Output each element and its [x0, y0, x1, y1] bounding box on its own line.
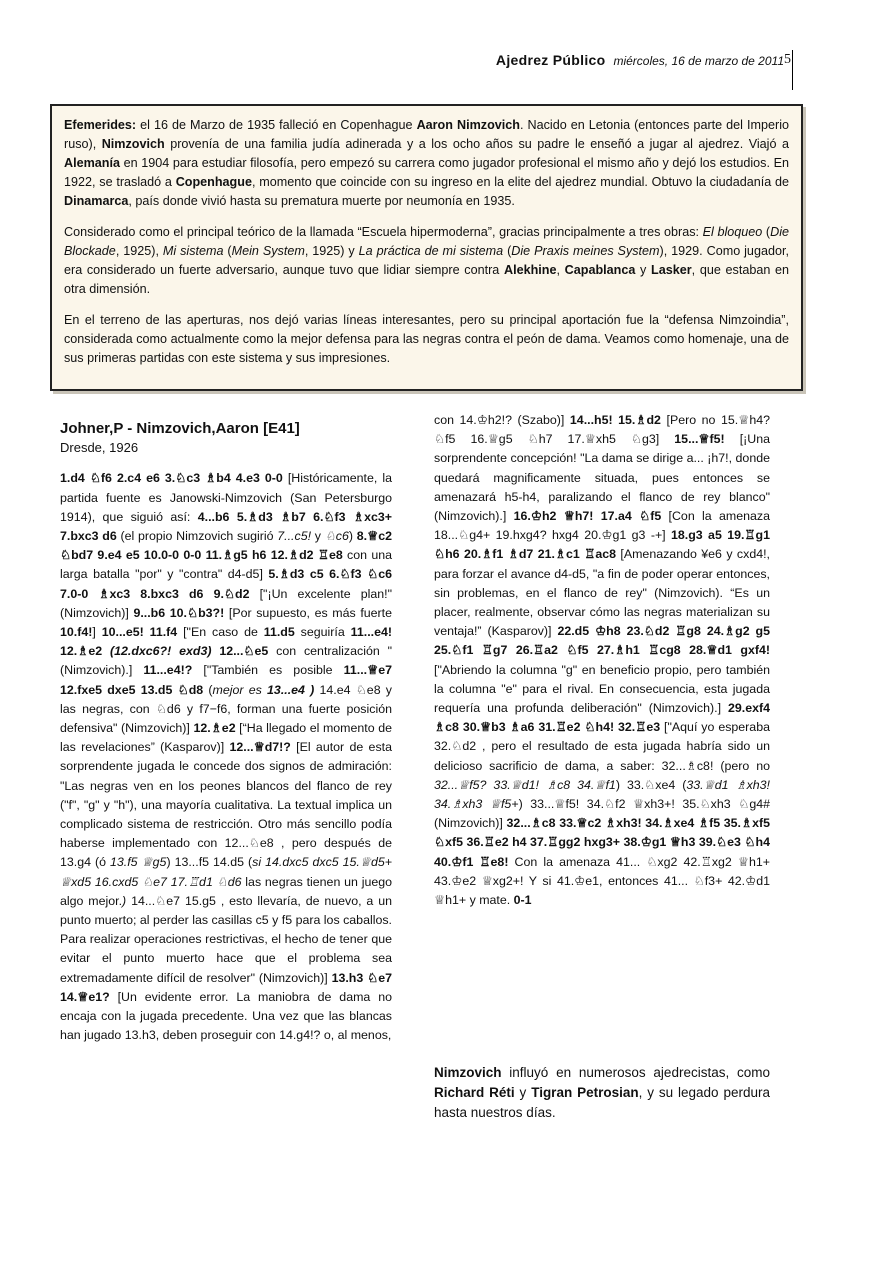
- text-run: [Pero no 15.♕h4? ♘f5 16.♕g5 ♘h7 17.♕xh5 ♘g3]: [434, 413, 770, 447]
- header-text: [496, 52, 792, 68]
- text-run: Lasker: [651, 263, 692, 277]
- game-title: Johner,P - Nimzovich,Aaron [E41]: [60, 420, 300, 437]
- text-run: 4...b6 5.♗d3 ♗b7 6.♘f3 ♗xc3+ 7.bxc3 d6: [60, 509, 392, 544]
- text-run: 32...♕f5? 33.♕d1! ♗c8 34.♕f1: [434, 777, 616, 792]
- ephemerides-paragraph-2: [64, 223, 789, 299]
- text-run: 14...h5! 15.♗d2: [569, 413, 661, 427]
- text-run: , país donde vivió hasta su prematura muerte por neumonía en 1935.: [128, 194, 515, 208]
- text-run: 10...e5! 11.f4: [101, 625, 178, 640]
- text-run: en 1904 para estudiar filosofía, pero empezó su carrera como jugador profesional el mismo año y dejó los estudios. En 1922, se trasladó a: [64, 156, 789, 189]
- text-run: Con la amenaza 41... ♘xg2 42.♖xg2 ♕h1+ 43.♔e2 ♕xg2+! Y si 41.♔e1, entonces 41... ♘f3+ 42.♔d1 ♕h1+ y mate.: [434, 854, 770, 908]
- text-run: el 16 de Marzo de 1935 falleció en Copenhague: [136, 118, 417, 132]
- text-run: (: [762, 225, 771, 239]
- game-moves-left: [60, 469, 392, 1045]
- text-run: seguiría: [294, 625, 351, 640]
- publication-title: Ajedrez Público: [495, 52, 606, 68]
- ephemerides-box: [50, 104, 803, 391]
- text-run: ) 33.♘xe4 (: [615, 777, 687, 792]
- text-run: (: [223, 244, 232, 258]
- text-run: Nimzovich: [101, 137, 165, 151]
- text-run: 1.d4 ♘f6 2.c4 e6 3.♘c3 ♗b4 4.e3 0-0: [60, 471, 283, 486]
- text-run: , 1925) y: [304, 244, 359, 258]
- text-run: Nimzovich: [434, 1065, 502, 1080]
- ephemerides-paragraph-3: [64, 311, 789, 368]
- text-run: [Por supuesto, es más fuerte: [224, 605, 393, 620]
- text-run: ): [348, 529, 357, 544]
- text-run: si: [252, 855, 262, 870]
- text-run: (: [503, 244, 512, 258]
- text-run: ♘c6: [324, 529, 349, 544]
- text-run: El bloqueo: [702, 225, 763, 239]
- text-run: ]: [92, 625, 102, 640]
- text-run: 15...♕f5!: [674, 432, 725, 447]
- text-run: y: [514, 1085, 532, 1100]
- text-run: (: [203, 682, 213, 697]
- game-location: Dresde, 1926: [60, 440, 139, 456]
- text-run: , que estaban en otra dimensión.: [64, 263, 790, 296]
- text-run: ): [122, 893, 127, 908]
- text-run: 10.f4!: [60, 625, 93, 640]
- text-run: Mi sistema: [162, 244, 224, 258]
- text-run: 13.f5 ♕g5: [110, 855, 167, 870]
- text-run: mejor es: [212, 682, 262, 697]
- text-run: La práctica de mi sistema: [358, 244, 504, 258]
- text-run: ) 33...♕f5! 34.♘f2 ♕xh3+! 35.♘xh3 ♘g4# (Nimzovich)]: [434, 797, 771, 831]
- text-run: ), 1929. Como jugador, era considerado un fuerte adversario, aunque tuvo que lidiar siempre contra: [64, 244, 789, 277]
- text-run: y: [635, 263, 652, 277]
- text-run: 7...c5!: [277, 529, 312, 544]
- text-run: Alekhine: [503, 263, 557, 277]
- text-run: 11...♕e7 12.fxe5 dxe5 13.d5 ♘d8: [60, 663, 392, 697]
- ephemerides-paragraph-1: [64, 116, 789, 211]
- page-number: 5: [784, 52, 791, 67]
- text-run: (12.dxc6?! exd3): [109, 644, 212, 659]
- text-run: 12...♘e5: [219, 644, 269, 659]
- text-run: 13.h3 ♘e7 14.♕e1?: [60, 970, 392, 1004]
- text-run: 14...♘e7 15.g5 , esto llevaría, de nuevo, a un punto muerto; al perder las casillas c5 y f5 para los caballos. Para realizar operaciones restrictivas, el hecho de tener que evitar el punto muerto hace que el problema sea extremadamente difícil de resolver" (Nimzovich)]: [60, 893, 392, 985]
- text-run: [Un evidente error. La maniobra de dama no encaja con la jugada precedente. Una vez que las blancas han jugado 13.h3, deben proseguir con 14.g4!? o, al menos,: [60, 989, 392, 1043]
- text-run: Richard Réti: [434, 1085, 515, 1100]
- text-run: con una larga batalla "por" y "contra" d4-d5]: [60, 548, 392, 582]
- text-run: 9...b6 10.♘b3?!: [133, 605, 225, 620]
- text-run: con centralización "(Nimzovich).]: [60, 644, 392, 678]
- text-run: ["¡Un excelente plan!" (Nimzovich)]: [60, 586, 392, 620]
- text-run: Efemerides:: [64, 118, 137, 132]
- text-run: [102, 644, 110, 658]
- text-run: [Amenazando ¥e6 y cxd4!, para forzar el avance d4-d5, "a fin de poder operar entonces, sin problemas, en el flanco de rey" (Nimzovich). “Es un placer, realmente, observar cómo las negras materializan su ventaja!” (Kasparov)]: [434, 547, 770, 639]
- text-run: ,: [556, 263, 565, 277]
- text-run: Die Praxis meines System: [511, 244, 660, 258]
- text-run: 29.exf4 ♗c8 30.♕b3 ♗a6 31.♖e2 ♘h4! 32.♖e3: [434, 701, 770, 735]
- text-run: Die Blockade: [64, 225, 789, 258]
- text-run: [Históricamente, la partida fuente es Janowski-Nimzovich (San Petersburgo 1914), que siguió así:: [60, 471, 393, 524]
- text-run: ["Abriendo la columna "g" en beneficio propio, pero también la columna "e" para el rival. En consecuencia, esta jugada requería una profunda deliberación" (Nimzovich).]: [434, 662, 770, 716]
- text-run: [“Ha llegado el momento de las revelaciones” (Kasparov)]: [60, 721, 392, 755]
- text-run: Copenhague: [175, 175, 252, 189]
- text-run: con 14.♔h2!? (Szabo)]: [434, 413, 570, 427]
- game-column-left: [60, 419, 392, 1046]
- text-run: , y su legado perdura hasta nuestros días.: [434, 1085, 770, 1120]
- text-run: Alemanía: [64, 156, 120, 170]
- header-divider: [792, 50, 793, 90]
- text-run: 12...♕d7!?: [229, 740, 291, 755]
- text-run: 14.e4 ♘e8 y las negras, con ♘d6 y f7−f6, forman una fuerte posición defensiva" (Nimzovich)]: [60, 682, 392, 736]
- text-run: [Con la amenaza 18...♘g4+ 19.hxg4? hxg4 20.♔g1 g3 -+]: [434, 509, 770, 543]
- text-run: 11.d5: [263, 625, 295, 640]
- game-column-right: [434, 411, 770, 910]
- text-run: 0-1: [513, 893, 532, 908]
- closing-paragraph: [434, 1063, 770, 1123]
- text-run: ) 13...f5 14.d5 (: [166, 855, 253, 870]
- game-moves-right: [434, 411, 770, 910]
- text-run: 12.♗e2: [193, 721, 236, 736]
- text-run: , 1925),: [115, 244, 163, 258]
- text-run: 11...e4! 12.♗e2: [60, 625, 392, 659]
- text-run: , momento que coincide con su ingreso en la elite del ajedrez mundial. Obtuvo la ciudadanía de: [251, 175, 789, 189]
- text-run: Dinamarca: [64, 194, 129, 208]
- text-run: ["También es posible: [192, 663, 344, 678]
- text-run: Mein System: [231, 244, 305, 258]
- text-run: Considerado como el principal teórico de la llamada “Escuela hipermoderna”, gracias principalmente a tres obras:: [64, 225, 703, 239]
- text-run: 16.♔h2 ♕h7! 17.a4 ♘f5: [513, 509, 662, 524]
- text-run: 8.♕c2 ♘bd7 9.e4 e5 10.0-0 0-0 11.♗g5 h6 12.♗d2 ♖e8: [60, 529, 392, 563]
- text-run: 13...e4 ): [267, 682, 315, 697]
- text-run: las negras tienen un juego algo mejor.: [60, 874, 393, 908]
- text-run: En el terreno de las aperturas, nos dejó varias líneas interesantes, pero su principal aportación fue la “defensa Nimzoindia”, considerada como actualmente como la mejor defensa para las negras contra el peón de dama. Veamos como homenaje, una de sus primeras partidas con este sistema y sus impresiones.: [64, 313, 789, 365]
- text-run: 33.♕d1 ♗xh3! 34.♗xh3 ♕f5+: [434, 777, 770, 812]
- text-run: 18.g3 a5 19.♖g1 ♘h6 20.♗f1 ♗d7 21.♗c1 ♖ac8: [434, 528, 770, 562]
- text-run: 32...♗c8 33.♕c2 ♗xh3! 34.♗xe4 ♗f5 35.♗xf5 ♘xf5 36.♖e2 h4 37.♖gg2 hxg3+ 38.♔g1 ♕h3 39.♘e3 ♘h4 40.♔f1 ♖e8!: [434, 816, 771, 869]
- text-run: ["En caso de: [177, 625, 264, 640]
- text-run: 11...e4!?: [143, 663, 193, 678]
- text-run: influyó en numerosos ajedrecistas, como: [501, 1065, 770, 1080]
- text-run: . Nacido en Letonia (entonces parte del Imperio ruso),: [64, 118, 789, 151]
- text-run: 5.♗d3 c5 6.♘f3 ♘c6 7.0-0 ♗xc3 8.bxc3 d6 9.♘d2: [60, 567, 392, 601]
- text-run: [El autor de esta sorprendente jugada le concede dos signos de admiración: "Las negras ven en los peones blancos del flanco de rey ("f", "g" y "h"), una mayoría cualitativa. La textual implica un complicado sistema de restricción. Otro más sencillo podía haberse implementado con 12...♘e8 , pero después de 13.g4 (ó: [60, 740, 392, 870]
- text-run: provenía de una familia judía adinerada y a los ocho años su padre le enseñó a jugar al ajedrez. Viajó a: [164, 137, 789, 151]
- text-run: 14.dxc5 dxc5 15.♕d5+ ♕xd5 16.cxd5 ♘e7 17.♖d1 ♘d6: [60, 855, 392, 889]
- page-header: [496, 50, 793, 90]
- text-run: Tigran Petrosian: [531, 1085, 639, 1100]
- text-run: (el propio Nimzovich sugirió: [116, 529, 278, 544]
- text-run: [¡Una sorprendente concepción! "La dama se dirige a... ¡h7!, donde quedará magnificamente situada, pues entonces se amenazará h5-h4, paralizando el flanco de rey blanco" (Nimzovich).]: [434, 432, 770, 524]
- text-run: Capablanca: [564, 263, 636, 277]
- text-run: ["Aquí yo esperaba 32.♘d2 , pero el resultado de esta jugada habría sido un delicioso sacrificio de dama, a saber: 32...♗c8! (pero no: [434, 720, 770, 773]
- text-run: 22.d5 ♔h8 23.♘d2 ♖g8 24.♗g2 g5 25.♘f1 ♖g7 26.♖a2 ♘f5 27.♗h1 ♖cg8 28.♕d1 gxf4!: [434, 624, 771, 658]
- issue-date: miércoles, 16 de marzo de 2011: [613, 54, 784, 68]
- text-run: Aaron Nimzovich: [416, 118, 520, 132]
- text-run: y: [311, 529, 325, 544]
